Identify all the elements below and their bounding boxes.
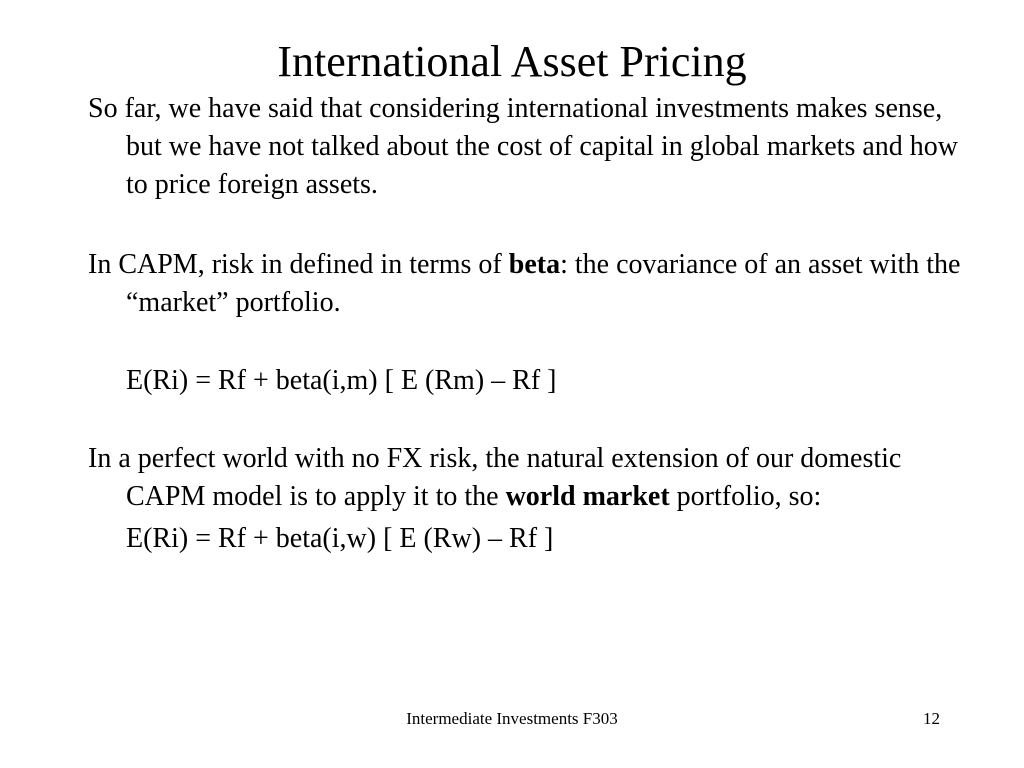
footer-course-name: Intermediate Investments F303 bbox=[406, 709, 618, 728]
beta-term: beta bbox=[508, 249, 561, 280]
paragraph-world-text-a: In a perfect world with no FX risk, the natural extension of our domestic CAPM model is to apply it to the bbox=[88, 443, 902, 512]
world-capm-formula: E(Ri) = Rf + beta(i,w) [ E (Rw) – Rf ] bbox=[126, 523, 554, 554]
footer-page-number: 12 bbox=[923, 709, 940, 728]
capm-formula: E(Ri) = Rf + beta(i,m) [ E (Rm) – Rf ] bbox=[126, 365, 557, 396]
slide-body bbox=[88, 90, 968, 558]
slide-title: International Asset Pricing bbox=[277, 37, 747, 86]
paragraph-world-capm bbox=[88, 440, 968, 516]
paragraph-capm bbox=[88, 246, 968, 322]
paragraph-world-text-b: portfolio, so: bbox=[669, 481, 822, 512]
paragraph-capm-text-b: : the covariance of an asset with the “market” portfolio. bbox=[126, 249, 961, 318]
paragraph-intro: So far, we have said that considering international investments makes sense, but we have not talked about the cost of capital in global markets and how to price foreign assets. bbox=[88, 93, 958, 200]
paragraph-capm-text-a: In CAPM, risk in defined in terms of bbox=[88, 249, 509, 280]
world-market-term: world market bbox=[505, 481, 670, 512]
